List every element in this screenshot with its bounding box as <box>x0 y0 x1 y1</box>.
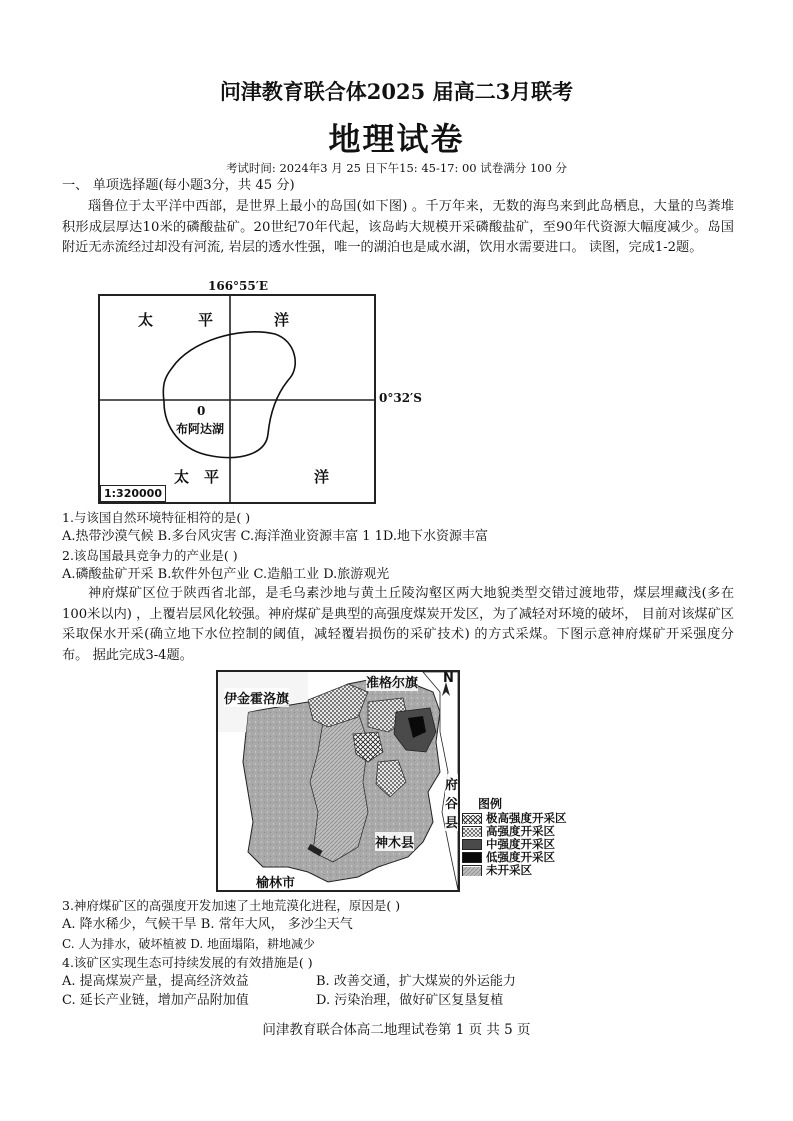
latitude-label: 0°32′S <box>379 391 422 405</box>
question-3-options-cd: C. 人为排水，破坏植被 D. 地面塌陷，耕地减少 <box>62 937 316 951</box>
legend-title: 图例 <box>478 797 503 811</box>
page-footer: 问津教育联合体高二地理试卷第 1 页 共 5 页 <box>262 1022 531 1038</box>
ocean-label-yang-top: 洋 <box>274 311 290 329</box>
legend-swatch <box>462 839 482 850</box>
ocean-label-yang-bottom: 洋 <box>314 468 330 486</box>
label-fugu-2: 谷 <box>445 793 458 812</box>
legend-swatch <box>462 852 482 863</box>
ocean-label-ping-bottom: 平 <box>204 468 220 486</box>
section-heading: 一、 单项选择题(每小题3分，共 45 分) <box>62 178 295 193</box>
label-yulin: 榆林市 <box>256 872 295 891</box>
question-2-options: A.磷酸盐矿开采 B.软件外包产业 C.造船工业 D.旅游观光 <box>62 567 390 582</box>
legend-label: 极高强度开采区 <box>486 811 567 825</box>
legend-label: 低强度开采区 <box>486 850 555 864</box>
question-4-option-a: A. 提高煤炭产量，提高经济效益 <box>62 974 249 989</box>
label-fugu-1: 府 <box>445 774 458 793</box>
question-4: 4.该矿区实现生态可持续发展的有效措施是( ) <box>62 955 313 970</box>
label-shenmu: 神木县 <box>375 832 414 851</box>
legend-label: 中强度开采区 <box>486 837 555 851</box>
legend-label: 高强度开采区 <box>486 824 555 838</box>
label-fugu-3: 县 <box>445 812 458 831</box>
question-1: 1.与该国自然环境特征相符的是( ) <box>62 510 251 525</box>
longitude-label: 166°55′E <box>208 279 269 293</box>
ocean-label-ping-top: 平 <box>198 311 214 329</box>
question-3: 3.神府煤矿区的高强度开发加速了土地荒漠化进程，原因是( ) <box>62 898 401 913</box>
legend-swatch <box>462 813 482 824</box>
north-label: N <box>443 671 454 686</box>
question-1-options: A.热带沙漠气候 B.多台风灾害 C.海洋渔业资源丰富 1 1D.地下水资源丰富 <box>62 529 488 544</box>
exam-title: 问津教育联合体2025 届高二3月联考 <box>219 79 574 104</box>
question-4-option-b: B. 改善交通，扩大煤炭的外运能力 <box>316 974 516 989</box>
passage-nauru: 瑙鲁位于太平洋中西部，是世界上最小的岛国(如下图) 。千万年来，无数的海鸟来到此岛栖息，大量的鸟粪堆积形成层厚达10米的磷酸盐矿。20世纪70年代起，该岛屿大规模开采磷酸盐矿，至90年代资源大幅度减少。岛国附近无赤流经过却没有河流, 岩层的透水性强，唯一的湖泊也是咸水湖，饮用水需要进口。 读图，完成1-2题。 <box>62 199 734 256</box>
legend-swatch <box>462 826 482 837</box>
question-2: 2.该岛国最具竞争力的产业是( ) <box>62 548 238 563</box>
lake-name: 布阿达湖 <box>176 422 225 436</box>
ocean-label-tai-bottom: 太 <box>174 468 190 486</box>
label-yijinhuoluo: 伊金霍洛旗 <box>224 688 289 707</box>
shenfu-mining-map <box>216 670 460 892</box>
map-scale: 1:320000 <box>100 485 166 502</box>
ocean-label-tai-top: 太 <box>138 311 154 329</box>
map-legend <box>462 795 567 877</box>
lake-symbol: 0 <box>197 404 206 418</box>
question-3-options-ab: A. 降水稀少，气候干旱 B. 常年大风， 多沙尘天气 <box>62 917 353 932</box>
passage-shenfu: 神府煤矿区位于陕西省北部，是毛乌素沙地与黄土丘陵沟壑区两大地貌类型交错过渡地带，煤层埋藏浅(多在100米以内) ，上覆岩层风化较强。神府煤矿是典型的高强度煤炭开发区，为了减轻对环境的破坏， 目前对该煤矿区采取保水开采(确立地下水位控制的阈值，减轻覆岩损伤的采矿技术) 的方式采煤。下图示意神府煤矿开采强度分布。 据此完成3-4题。 <box>62 586 734 663</box>
question-4-option-d: D. 污染治理，做好矿区复垦复植 <box>316 993 504 1008</box>
subject-title: 地理试卷 <box>328 120 465 158</box>
legend-swatch <box>462 865 482 876</box>
exam-meta: 考试时间: 2024年3 月 25 日下午15: 45-17: 00 试卷满分 100 分 <box>225 161 568 175</box>
legend-item <box>462 864 567 877</box>
nauru-map <box>98 294 376 504</box>
legend-label: 未开采区 <box>486 863 532 877</box>
label-zhungeer: 准格尔旗 <box>366 672 418 691</box>
question-4-option-c: C. 延长产业链，增加产品附加值 <box>62 993 249 1008</box>
